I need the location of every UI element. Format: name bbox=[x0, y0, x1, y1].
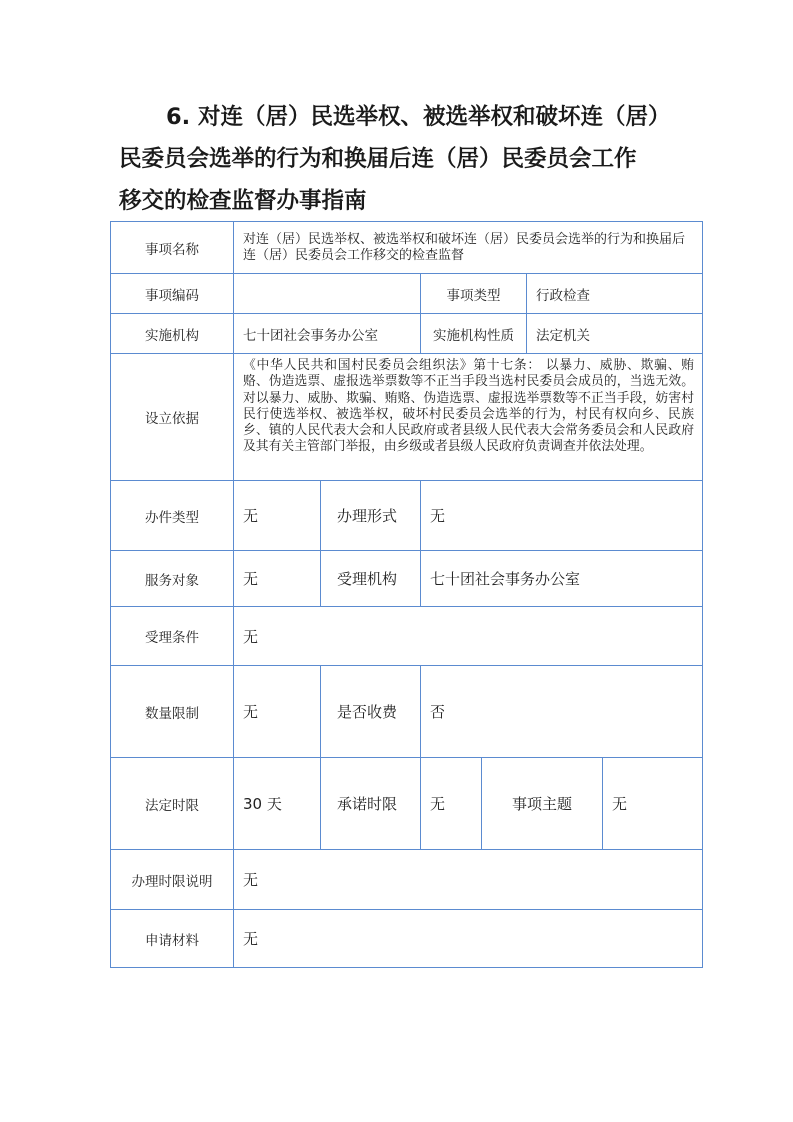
title-line-2: 民委员会选举的行为和换届后连（居）民委员会工作 bbox=[119, 146, 637, 172]
conditions-label: 受理条件 bbox=[110, 606, 234, 666]
agency-value: 七十团社会事务办公室 bbox=[233, 313, 421, 354]
fee-label: 是否收费 bbox=[320, 665, 421, 758]
agency-label: 实施机构 bbox=[110, 313, 234, 354]
limit-note-label: 办理时限说明 bbox=[110, 849, 234, 910]
basis-label: 设立依据 bbox=[110, 353, 234, 481]
handling-form-value: 无 bbox=[420, 480, 703, 551]
service-target-value: 无 bbox=[233, 550, 321, 607]
conditions-value: 无 bbox=[233, 606, 703, 666]
agency-nature-value: 法定机关 bbox=[526, 313, 703, 354]
item-code-label: 事项编码 bbox=[110, 273, 234, 314]
item-type-label: 事项类型 bbox=[420, 273, 527, 314]
title-line-3: 移交的检查监督办事指南 bbox=[119, 188, 367, 214]
promised-limit-label: 承诺时限 bbox=[320, 757, 421, 850]
case-type-value: 无 bbox=[233, 480, 321, 551]
item-type-value: 行政检查 bbox=[526, 273, 703, 314]
theme-label: 事项主题 bbox=[481, 757, 603, 850]
title-line-1: 6. 对连（居）民选举权、被选举权和破坏连（居） bbox=[166, 104, 671, 130]
agency-nature-label: 实施机构性质 bbox=[420, 313, 527, 354]
service-target-label: 服务对象 bbox=[110, 550, 234, 607]
fee-value: 否 bbox=[420, 665, 703, 758]
item-name-label: 事项名称 bbox=[110, 221, 234, 274]
accepting-agency-label: 受理机构 bbox=[320, 550, 421, 607]
basis-value: 《中华人民共和国村民委员会组织法》第十七条： 以暴力、威胁、欺骗、贿赂、伪造选票、虚报选举票数等不正当手段当选村民委员会成员的，当选无效。对以暴力、威胁、欺骗、贿赂、伪造选票、虚报选举票数等不正当手段，妨害村民行使选举权、被选举权，破坏村民委员会选举的行为，村民有权向乡、民族乡、镇的人民代表大会和人民政府或者县级人民代表大会常务委员会和人民政府及其有关主管部门举报，由乡级或者县级人民政府负责调查并依法处理。 bbox=[233, 353, 703, 481]
theme-value: 无 bbox=[602, 757, 703, 850]
quantity-limit-label: 数量限制 bbox=[110, 665, 234, 758]
item-name-value: 对连（居）民选举权、被选举权和破坏连（居）民委员会选举的行为和换届后连（居）民委员会工作移交的检查监督 bbox=[233, 221, 703, 274]
item-code-value bbox=[233, 273, 421, 314]
handling-form-label: 办理形式 bbox=[320, 480, 421, 551]
legal-limit-label: 法定时限 bbox=[110, 757, 234, 850]
legal-limit-value: 30 天 bbox=[233, 757, 321, 850]
case-type-label: 办件类型 bbox=[110, 480, 234, 551]
materials-label: 申请材料 bbox=[110, 909, 234, 968]
materials-value: 无 bbox=[233, 909, 703, 968]
page-title bbox=[119, 96, 719, 222]
accepting-agency-value: 七十团社会事务办公室 bbox=[420, 550, 703, 607]
limit-note-value: 无 bbox=[233, 849, 703, 910]
promised-limit-value: 无 bbox=[420, 757, 482, 850]
quantity-limit-value: 无 bbox=[233, 665, 321, 758]
